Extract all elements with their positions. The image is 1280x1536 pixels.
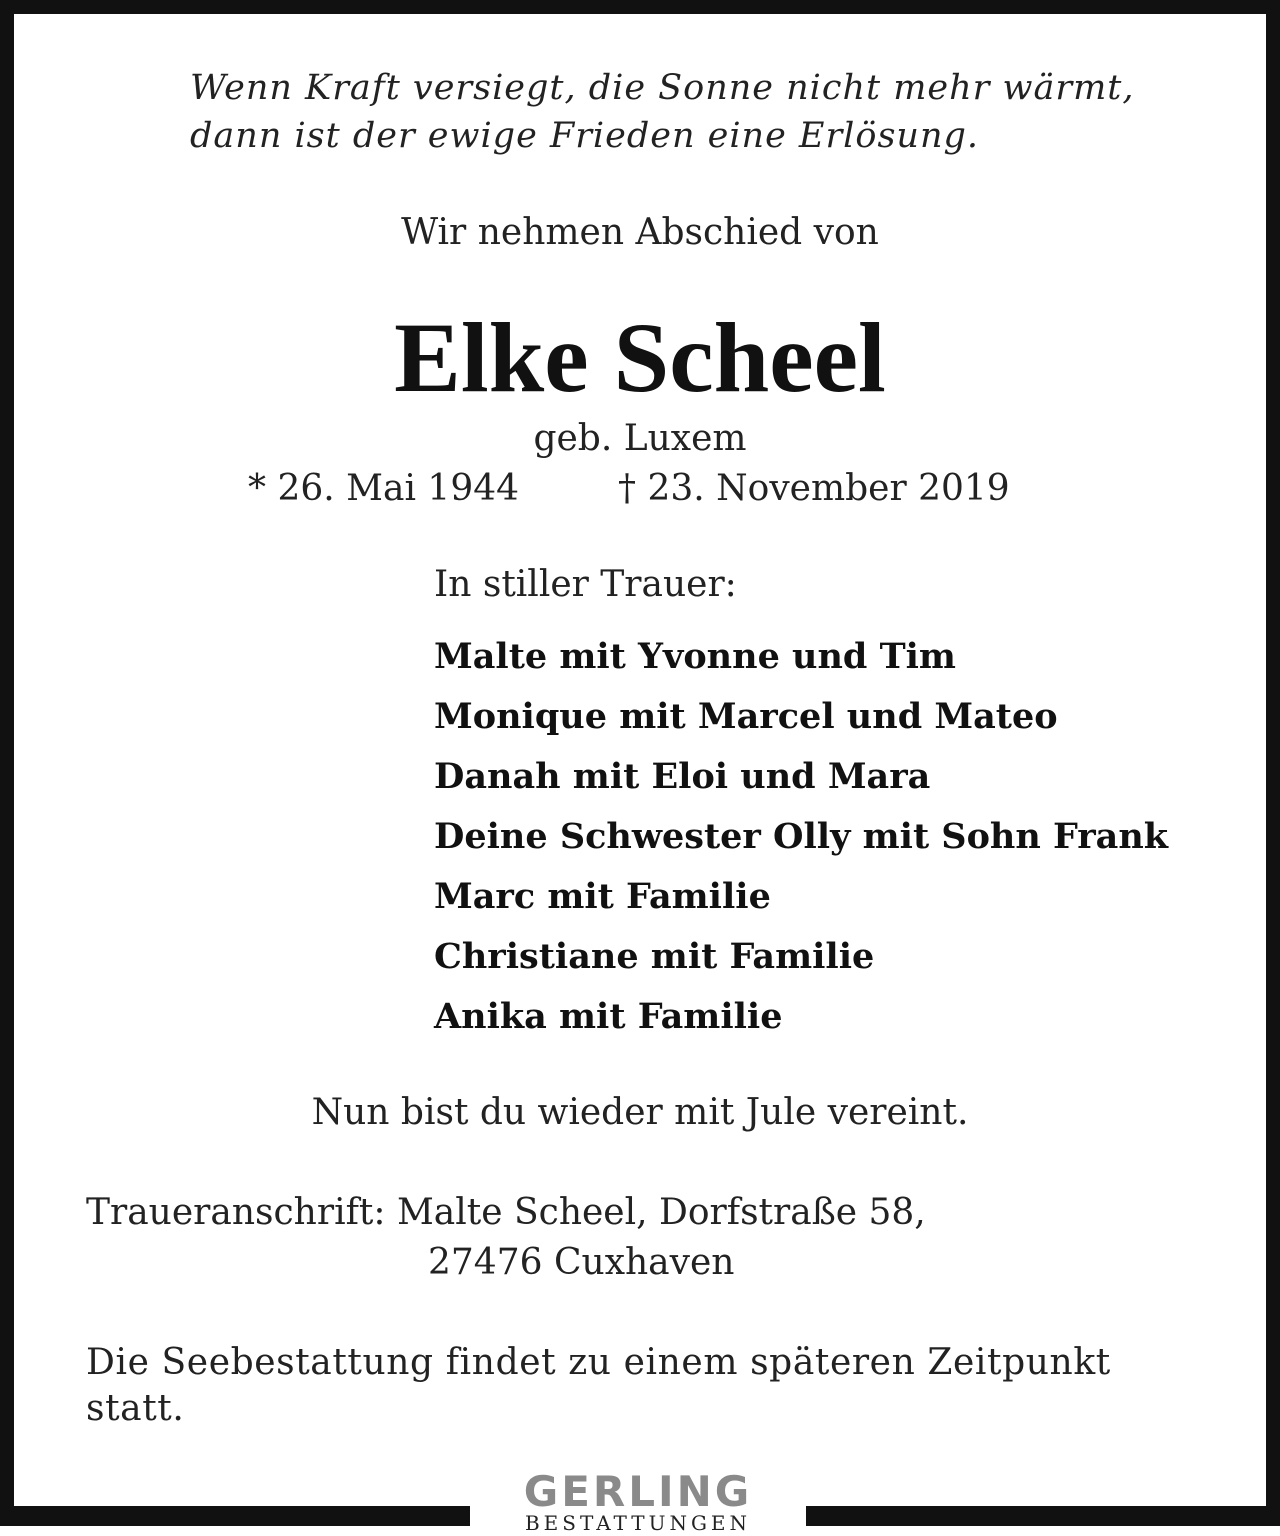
funeral-home-logo (470, 1467, 806, 1535)
border-top (0, 0, 1280, 14)
motto-line-2: dann ist der ewige Frieden eine Erlösung. (190, 116, 980, 156)
mourner-item: Danah mit Eloi und Mara (434, 756, 931, 797)
birth-name: geb. Luxem (533, 418, 747, 459)
mourning-address-line-1: Traueranschrift: Malte Scheel, Dorfstraße 58, (86, 1192, 926, 1233)
mourning-intro: In stiller Trauer: (434, 564, 737, 605)
mourner-item: Malte mit Yvonne und Tim (434, 636, 956, 677)
border-bottom-left (0, 1506, 470, 1526)
border-bottom-right (806, 1506, 1280, 1526)
mourner-item: Deine Schwester Olly mit Sohn Frank (434, 816, 1169, 857)
mourning-address-line-2: 27476 Cuxhaven (428, 1242, 735, 1283)
mourner-item: Monique mit Marcel und Mateo (434, 696, 1058, 737)
logo-wordmark: GERLING (523, 1467, 753, 1516)
burial-note: Die Seebestattung findet zu einem späteren Zeitpunkt statt. (86, 1342, 1111, 1429)
deceased-name: Elke Scheel (394, 302, 886, 413)
logo-subtitle: BESTATTUNGEN (524, 1511, 752, 1535)
farewell-intro: Wir nehmen Abschied von (401, 212, 879, 253)
mourner-item: Marc mit Familie (434, 876, 771, 917)
mourner-item: Anika mit Familie (434, 996, 783, 1037)
birth-date: * 26. Mai 1944 (248, 468, 520, 509)
reunited-line: Nun bist du wieder mit Jule vereint. (311, 1092, 969, 1133)
motto-line-1: Wenn Kraft versiegt, die Sonne nicht mehr wärmt, (190, 68, 1135, 108)
death-date: † 23. November 2019 (618, 468, 1010, 509)
mourner-item: Christiane mit Familie (434, 936, 875, 977)
